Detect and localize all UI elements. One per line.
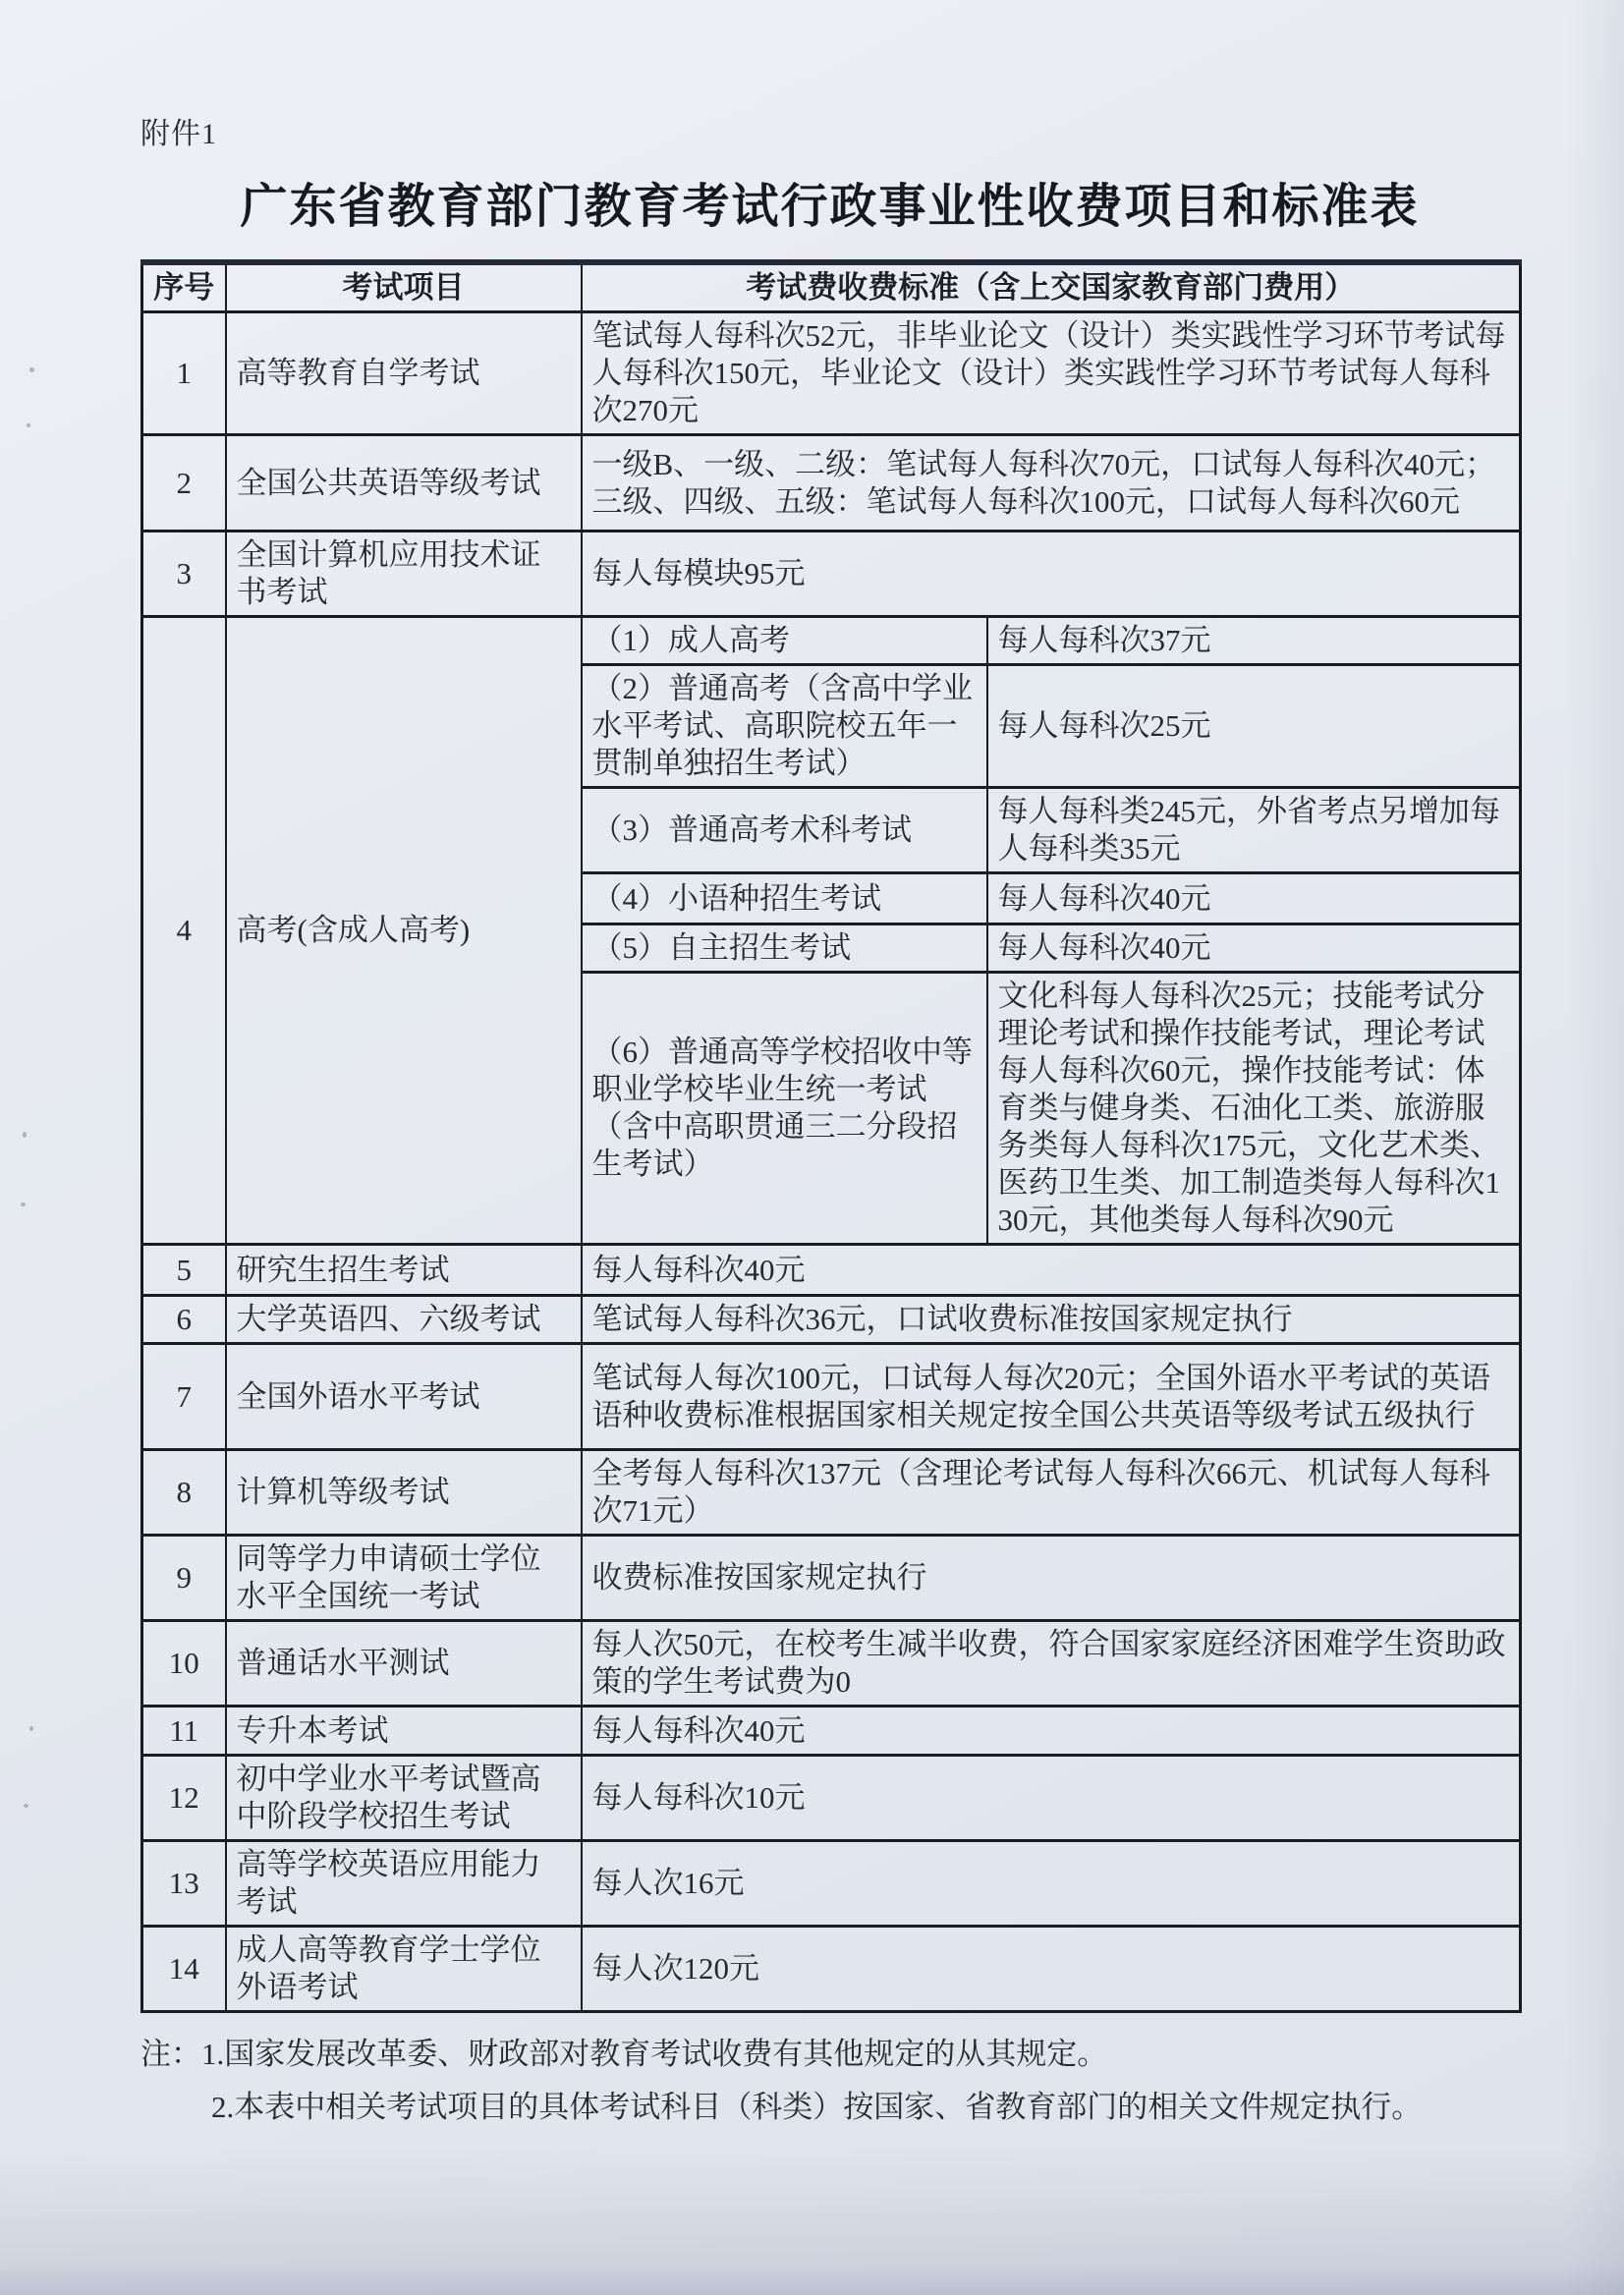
footnote-2: 2.本表中相关考试项目的具体考试科目（科类）按国家、省教育部门的相关文件规定执行。 (211, 2090, 1423, 2124)
scan-speck (23, 1132, 27, 1138)
table-row (142, 1245, 1521, 1296)
row-item: 普通话水平测试 (226, 1621, 582, 1707)
table-row (142, 1536, 1521, 1621)
row-fee: 笔试每人每次100元，口试每人每次20元；全国外语水平考试的英语语种收费标准根据国家相关规定按全国公共英语等级考试五级执行 (582, 1344, 1521, 1450)
subrow-fee: 每人每科次25元 (987, 665, 1521, 788)
table-row (142, 435, 1521, 532)
row-item: 大学英语四、六级考试 (226, 1296, 582, 1344)
document-content (140, 116, 1519, 2141)
attachment-label: 附件1 (140, 118, 217, 150)
table-row (142, 1296, 1521, 1344)
table-row (142, 1450, 1521, 1536)
row-fee: 每人每科次40元 (582, 1707, 1521, 1756)
row-item: 专升本考试 (226, 1707, 582, 1756)
table-row (142, 1756, 1521, 1841)
table-row (142, 312, 1521, 435)
table-row (142, 1841, 1521, 1927)
row-item: 全国外语水平考试 (226, 1344, 582, 1450)
row-no: 10 (142, 1621, 226, 1707)
scan-speck (29, 1726, 33, 1731)
row-no: 3 (142, 532, 226, 617)
table-row (142, 532, 1521, 617)
row-no: 1 (142, 312, 226, 435)
subrow-name: （5）自主招生考试 (582, 924, 987, 973)
row-fee: 每人每科次40元 (582, 1245, 1521, 1296)
table-row (142, 617, 1521, 665)
row-no: 11 (142, 1707, 226, 1756)
fee-table (140, 259, 1522, 2013)
row-no: 6 (142, 1296, 226, 1344)
row-item: 同等学力申请硕士学位水平全国统一考试 (226, 1536, 582, 1621)
subrow-name: （2）普通高考（含高中学业水平考试、高职院校五年一贯制单独招生考试） (582, 665, 987, 788)
table-row (142, 1344, 1521, 1450)
subrow-name: （3）普通高考术科考试 (582, 788, 987, 873)
row-fee: 一级B、一级、二级：笔试每人每科次70元，口试每人每科次40元；三级、四级、五级：笔试每人每科次100元，口试每人每科次60元 (582, 435, 1521, 532)
row-fee: 每人次50元，在校考生减半收费，符合国家家庭经济困难学生资助政策的学生考试费为0 (582, 1621, 1521, 1707)
footnote-1: 注：1.国家发展改革委、财政部对教育考试收费有其他规定的从其规定。 (140, 2037, 1108, 2071)
row-item: 初中学业水平考试暨高中阶段学校招生考试 (226, 1756, 582, 1841)
row-item: 高等教育自学考试 (226, 312, 582, 435)
row-fee: 每人每科次10元 (582, 1756, 1521, 1841)
page-title: 广东省教育部门教育考试行政事业性收费项目和标准表 (240, 181, 1420, 233)
row-no: 8 (142, 1450, 226, 1536)
row-item: 研究生招生考试 (226, 1245, 582, 1296)
row-fee: 收费标准按国家规定执行 (582, 1536, 1521, 1621)
row-no: 14 (142, 1927, 226, 2012)
table-header-row (142, 262, 1521, 312)
header-item: 考试项目 (226, 262, 582, 312)
row-fee: 全考每人每科次137元（含理论考试每人每科次66元、机试每人每科次71元） (582, 1450, 1521, 1536)
table-row (142, 1927, 1521, 2012)
table-row (142, 1707, 1521, 1756)
scan-speck (24, 1804, 28, 1808)
scan-speck (21, 1203, 26, 1206)
row-item: 全国计算机应用技术证书考试 (226, 532, 582, 617)
row-fee: 笔试每人每科次52元，非毕业论文（设计）类实践性学习环节考试每人每科次150元，毕业论文（设计）类实践性学习环节考试每人每科次270元 (582, 312, 1521, 435)
subrow-name: （4）小语种招生考试 (582, 873, 987, 924)
row-no: 5 (142, 1245, 226, 1296)
table-row (142, 1621, 1521, 1707)
row-no: 7 (142, 1344, 226, 1450)
row-item: 高考(含成人高考) (226, 617, 582, 1245)
row-item: 成人高等教育学士学位外语考试 (226, 1927, 582, 2012)
subrow-name: （6）普通高等学校招收中等职业学校毕业生统一考试（含中高职贯通三二分段招生考试） (582, 973, 987, 1245)
row-item: 全国公共英语等级考试 (226, 435, 582, 532)
row-no: 2 (142, 435, 226, 532)
row-fee: 每人每模块95元 (582, 532, 1521, 617)
scan-speck (29, 367, 34, 372)
row-no: 9 (142, 1536, 226, 1621)
subrow-fee: 每人每科次40元 (987, 873, 1521, 924)
header-fee: 考试费收费标准（含上交国家教育部门费用） (582, 262, 1521, 312)
row-fee: 每人次120元 (582, 1927, 1521, 2012)
row-no: 13 (142, 1841, 226, 1927)
subrow-fee: 文化科每人每科次25元；技能考试分理论考试和操作技能考试，理论考试每人每科次60元，操作技能考试：体育类与健身类、石油化工类、旅游服务类每人每科次175元，文化艺术类、医药卫生类、加工制造类每人每科次130元，其他类每人每科次90元 (987, 973, 1521, 1245)
subrow-name: （1）成人高考 (582, 617, 987, 665)
scan-speck (27, 423, 30, 427)
subrow-fee: 每人每科类245元，外省考点另增加每人每科类35元 (987, 788, 1521, 873)
footnotes (140, 2035, 1519, 2127)
row-fee: 笔试每人每科次36元，口试收费标准按国家规定执行 (582, 1296, 1521, 1344)
subrow-fee: 每人每科次37元 (987, 617, 1521, 665)
header-no: 序号 (142, 262, 226, 312)
row-fee: 每人次16元 (582, 1841, 1521, 1927)
row-item: 高等学校英语应用能力考试 (226, 1841, 582, 1927)
row-item: 计算机等级考试 (226, 1450, 582, 1536)
row-no: 12 (142, 1756, 226, 1841)
row-no: 4 (142, 617, 226, 1245)
subrow-fee: 每人每科次40元 (987, 924, 1521, 973)
